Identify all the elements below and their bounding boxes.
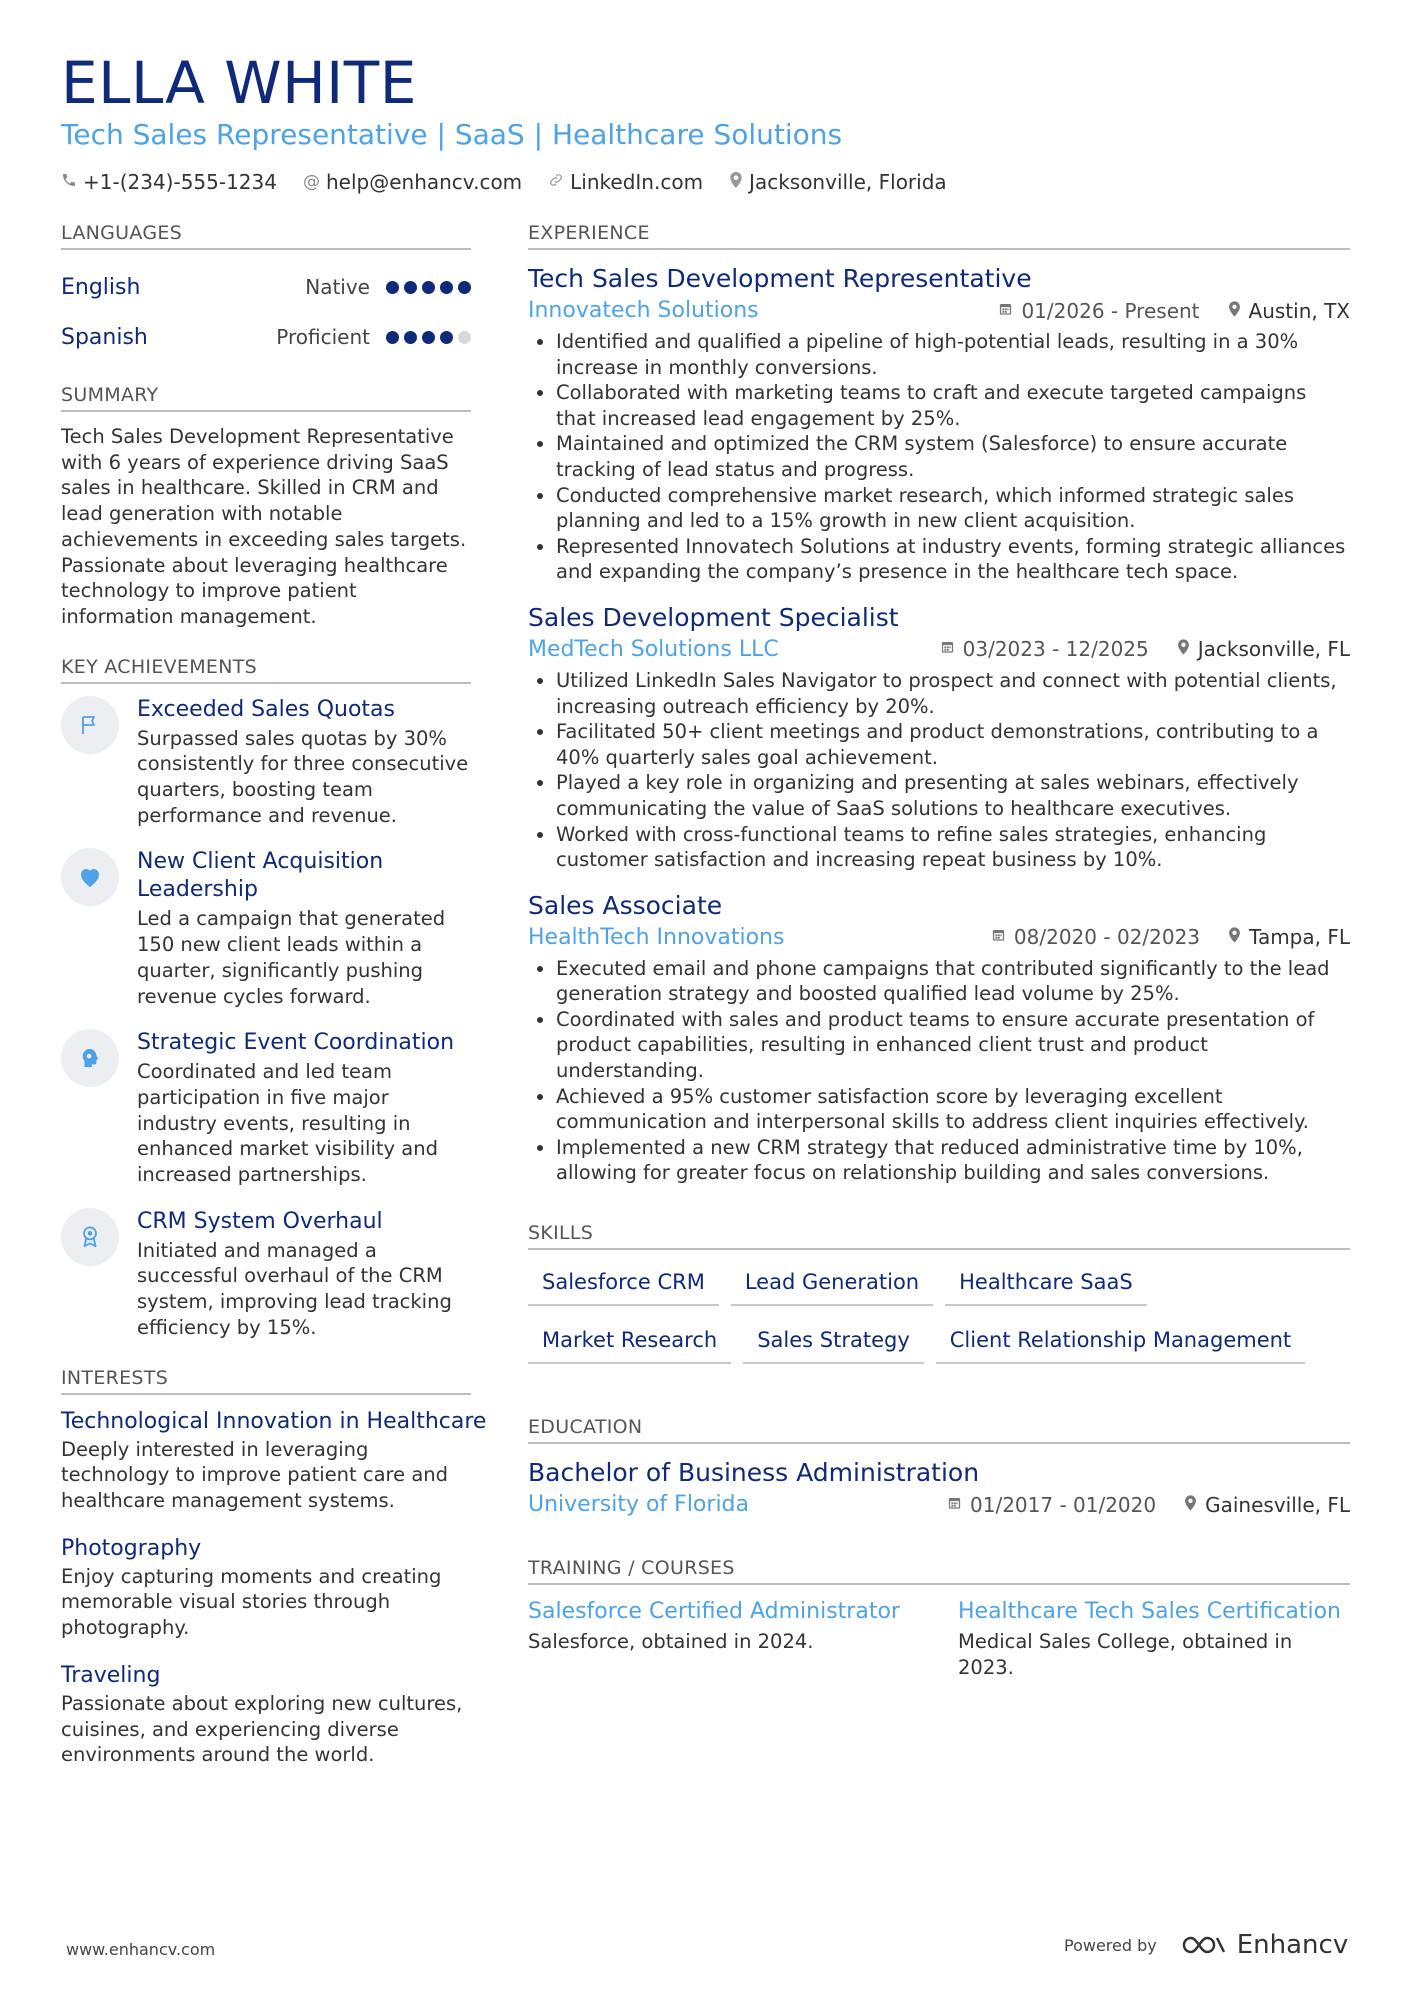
job-title: Sales Associate <box>528 890 723 920</box>
job-bullet: • Implemented a new CRM strategy that reduced administrative time by 10%, allowing for greater focus on relationship building and sales conversions. <box>556 1135 1350 1186</box>
job-dates-text: 08/2020 - 02/2023 <box>1013 925 1201 950</box>
section-title-training: TRAINING / COURSES <box>528 1557 1350 1585</box>
achievement-desc: Initiated and managed a successful overhaul of the CRM system, improving lead tracking efficiency by 15%. <box>137 1238 452 1339</box>
job-entry <box>528 601 1350 873</box>
course-item <box>528 1597 958 1680</box>
job-bullets <box>528 668 1350 873</box>
job-location <box>1177 637 1350 661</box>
rating-dot <box>422 281 435 294</box>
job-location <box>1228 925 1350 949</box>
education-dates <box>947 1493 1156 1517</box>
job-dates-text: 03/2023 - 12/2025 <box>962 637 1149 662</box>
job-bullet: • Facilitated 50+ client meetings and product demonstrations, contributing to a 40% quarterly sales goal achievement. <box>556 719 1350 770</box>
section-title-achievements: KEY ACHIEVEMENTS <box>61 656 471 684</box>
rating-dot <box>404 281 417 294</box>
rating-dot <box>404 331 417 344</box>
education-location <box>1184 1493 1350 1517</box>
job-title: Sales Development Specialist <box>528 602 899 632</box>
language-item <box>61 262 471 312</box>
job-location-text: Austin, TX <box>1248 298 1350 323</box>
job-title: Tech Sales Development Representative <box>528 264 1032 293</box>
calendar-icon <box>991 927 1006 947</box>
job-entry <box>528 889 1350 1186</box>
language-level: Native <box>305 275 370 299</box>
section-title-education: EDUCATION <box>528 1416 1350 1444</box>
interest-desc: Enjoy capturing moments and creating memorable visual stories through photography. <box>61 1564 442 1640</box>
skills-section <box>528 1222 1350 1364</box>
section-title-languages: LANGUAGES <box>61 222 471 250</box>
section-title-skills: SKILLS <box>528 1222 1350 1250</box>
achievement-desc: Surpassed sales quotas by 30% consistently for three consecutive quarters, boosting team performance and revenue. <box>137 726 469 827</box>
courses-list <box>528 1597 1350 1680</box>
skill-tag: Healthcare SaaS <box>945 1262 1147 1306</box>
candidate-headline: Tech Sales Representative | SaaS | Healthcare Solutions <box>61 118 843 151</box>
rating-dot <box>422 331 435 344</box>
job-meta <box>528 298 1350 323</box>
skill-tag: Lead Generation <box>731 1262 933 1306</box>
job-bullet: • Identified and qualified a pipeline of high-potential leads, resulting in a 30% increase in monthly conversions. <box>556 329 1350 380</box>
achievement-item <box>61 1029 471 1188</box>
link-icon <box>548 172 564 193</box>
job-company: MedTech Solutions LLC <box>528 636 779 662</box>
location-pin-icon <box>729 172 743 193</box>
language-name: Spanish <box>61 324 148 350</box>
achievement-title: New Client Acquisition Leadership <box>137 849 384 903</box>
job-location <box>1228 299 1350 323</box>
job-dates <box>991 925 1200 949</box>
language-name: English <box>61 274 141 300</box>
location-pin-icon <box>1228 927 1241 947</box>
job-meta <box>528 637 1350 662</box>
contact-linkedin <box>548 170 703 194</box>
achievement-title: Exceeded Sales Quotas <box>137 696 395 722</box>
job-meta <box>528 925 1350 950</box>
location-pin-icon <box>1184 1495 1197 1515</box>
education-section <box>528 1416 1350 1517</box>
interest-desc: Passionate about exploring new cultures, cuisines, and experiencing diverse environments around the world. <box>61 1691 463 1767</box>
job-location-text: Tampa, FL <box>1249 925 1350 950</box>
interest-item <box>61 1661 471 1768</box>
summary-section <box>61 384 471 630</box>
flag-icon <box>61 696 119 754</box>
language-level: Proficient <box>276 325 370 349</box>
job-bullet: • Coordinated with sales and product teams to ensure accurate presentation of product capabilities, resulting in enhanced client trust and product understanding. <box>556 1007 1350 1084</box>
linkedin-text[interactable]: LinkedIn.com <box>570 170 704 194</box>
achievement-desc: Coordinated and led team participation in five major industry events, resulting in enhanced market visibility and increased partnerships. <box>137 1060 438 1187</box>
rating-dot <box>440 281 453 294</box>
course-desc: Medical Sales College, obtained in 2023. <box>958 1630 1293 1679</box>
job-dates-text: 01/2026 - Present <box>1021 298 1200 323</box>
interests-section <box>61 1366 487 1768</box>
education-school: University of Florida <box>528 1492 749 1518</box>
skill-tag: Sales Strategy <box>743 1320 924 1364</box>
location-text: Jacksonville, Florida <box>749 170 947 194</box>
job-dates <box>998 299 1199 323</box>
footer-website[interactable]: www.enhancv.com <box>66 1940 216 1959</box>
job-bullets <box>528 329 1350 585</box>
contact-location <box>729 170 947 194</box>
language-rating <box>386 281 471 294</box>
achievement-title: Strategic Event Coordination <box>137 1030 455 1056</box>
language-rating <box>386 331 471 344</box>
skill-tag: Client Relationship Management <box>936 1320 1305 1364</box>
interest-title: Technological Innovation in Healthcare <box>61 1408 487 1434</box>
right-column <box>528 222 1350 1680</box>
languages-section <box>61 222 471 362</box>
interest-item <box>61 1407 487 1514</box>
achievement-desc: Led a campaign that generated 150 new client leads within a quarter, significantly pushing revenue cycles forward. <box>137 907 446 1008</box>
rating-dot <box>386 331 399 344</box>
education-dates-text: 01/2017 - 01/2020 <box>970 1492 1157 1517</box>
contact-phone <box>61 170 277 194</box>
rating-dot-empty <box>458 331 471 344</box>
job-bullet: • Played a key role in organizing and presenting at sales webinars, effectively communicating the value of SaaS solutions to healthcare executives. <box>556 770 1350 821</box>
skill-tag: Salesforce CRM <box>528 1262 719 1306</box>
enhancv-logo[interactable] <box>1181 1930 1348 1960</box>
achievement-item <box>61 696 471 829</box>
resume-header <box>61 48 947 194</box>
experience-section <box>528 222 1350 1186</box>
rating-dot <box>458 281 471 294</box>
award-icon <box>61 1208 119 1266</box>
job-company: Innovatech Solutions <box>528 298 759 323</box>
skill-tag: Market Research <box>528 1320 731 1364</box>
powered-by-text: Powered by <box>1064 1935 1157 1955</box>
interest-desc: Deeply interested in leveraging technology to improve patient care and healthcare management systems. <box>61 1437 449 1512</box>
calendar-icon <box>998 301 1013 321</box>
job-location-text: Jacksonville, FL <box>1197 637 1350 662</box>
interest-item <box>61 1534 471 1641</box>
footer-branding <box>1064 1930 1348 1960</box>
course-item <box>958 1597 1350 1680</box>
achievement-title: CRM System Overhaul <box>137 1208 383 1234</box>
job-bullet: • Worked with cross-functional teams to refine sales strategies, enhancing customer satisfaction and increasing repeat business by 10%. <box>556 822 1350 873</box>
left-column <box>61 222 487 1788</box>
job-bullet: • Achieved a 95% customer satisfaction score by leveraging excellent communication and interpersonal skills to address client inquiries effectively. <box>556 1084 1350 1135</box>
interest-title: Traveling <box>61 1662 161 1688</box>
phone-icon <box>61 172 77 193</box>
enhancv-logo-icon <box>1181 1934 1227 1956</box>
contact-email <box>303 170 522 194</box>
interest-title: Photography <box>61 1535 202 1561</box>
education-meta <box>528 1492 1350 1517</box>
job-bullet: • Conducted comprehensive market research, which informed strategic sales planning and led to a 15% growth in new client acquisition. <box>556 483 1350 534</box>
heart-icon <box>61 848 119 906</box>
course-title: Healthcare Tech Sales Certification <box>958 1599 1341 1625</box>
calendar-icon <box>947 1495 962 1515</box>
achievements-section <box>61 656 471 1341</box>
summary-text: Tech Sales Development Representative with 6 years of experience driving SaaS sales in healthcare. Skilled in CRM and lead generation with notable achievements in exceeding sales targets. Passionate about leveraging healthcare technology to improve patient information management. <box>61 425 467 628</box>
phone-text[interactable]: +1-(234)-555-1234 <box>83 170 277 194</box>
job-bullets <box>528 956 1350 1186</box>
job-bullet: • Utilized LinkedIn Sales Navigator to prospect and connect with potential clients, increasing outreach efficiency by 20%. <box>556 668 1350 719</box>
candidate-name: ELLA WHITE <box>61 49 417 117</box>
brand-name: Enhancv <box>1236 1930 1349 1960</box>
language-item <box>61 312 471 362</box>
at-icon: @ <box>302 172 320 192</box>
head-icon <box>61 1029 119 1087</box>
job-bullet: • Collaborated with marketing teams to craft and execute targeted campaigns that increased lead engagement by 25%. <box>556 380 1350 431</box>
job-bullet: • Represented Innovatech Solutions at industry events, forming strategic alliances and expanding the company’s presence in the healthcare tech space. <box>556 534 1350 585</box>
location-pin-icon <box>1177 639 1190 659</box>
rating-dot <box>386 281 399 294</box>
job-entry <box>528 262 1350 585</box>
job-bullet: • Maintained and optimized the CRM system (Salesforce) to ensure accurate tracking of lead status and progress. <box>556 431 1350 482</box>
course-title: Salesforce Certified Administrator <box>528 1599 900 1625</box>
training-section <box>528 1557 1350 1680</box>
section-title-experience: EXPERIENCE <box>528 222 1350 250</box>
calendar-icon <box>940 639 955 659</box>
location-pin-icon <box>1228 301 1241 321</box>
job-company: HealthTech Innovations <box>528 924 785 950</box>
skills-list <box>528 1262 1350 1364</box>
job-dates <box>940 637 1149 661</box>
section-title-summary: SUMMARY <box>61 384 471 412</box>
job-bullet: • Executed email and phone campaigns that contributed significantly to the lead generation strategy and boosted qualified lead volume by 25%. <box>556 956 1350 1007</box>
rating-dot <box>440 331 453 344</box>
education-degree: Bachelor of Business Administration <box>528 1458 980 1488</box>
course-desc: Salesforce, obtained in 2024. <box>528 1630 814 1654</box>
education-location-text: Gainesville, FL <box>1205 1492 1350 1517</box>
section-title-interests: INTERESTS <box>61 1367 471 1395</box>
contact-bar <box>61 170 947 194</box>
achievement-item <box>61 848 471 1009</box>
email-text[interactable]: help@enhancv.com <box>325 170 523 194</box>
achievement-item <box>61 1208 471 1341</box>
